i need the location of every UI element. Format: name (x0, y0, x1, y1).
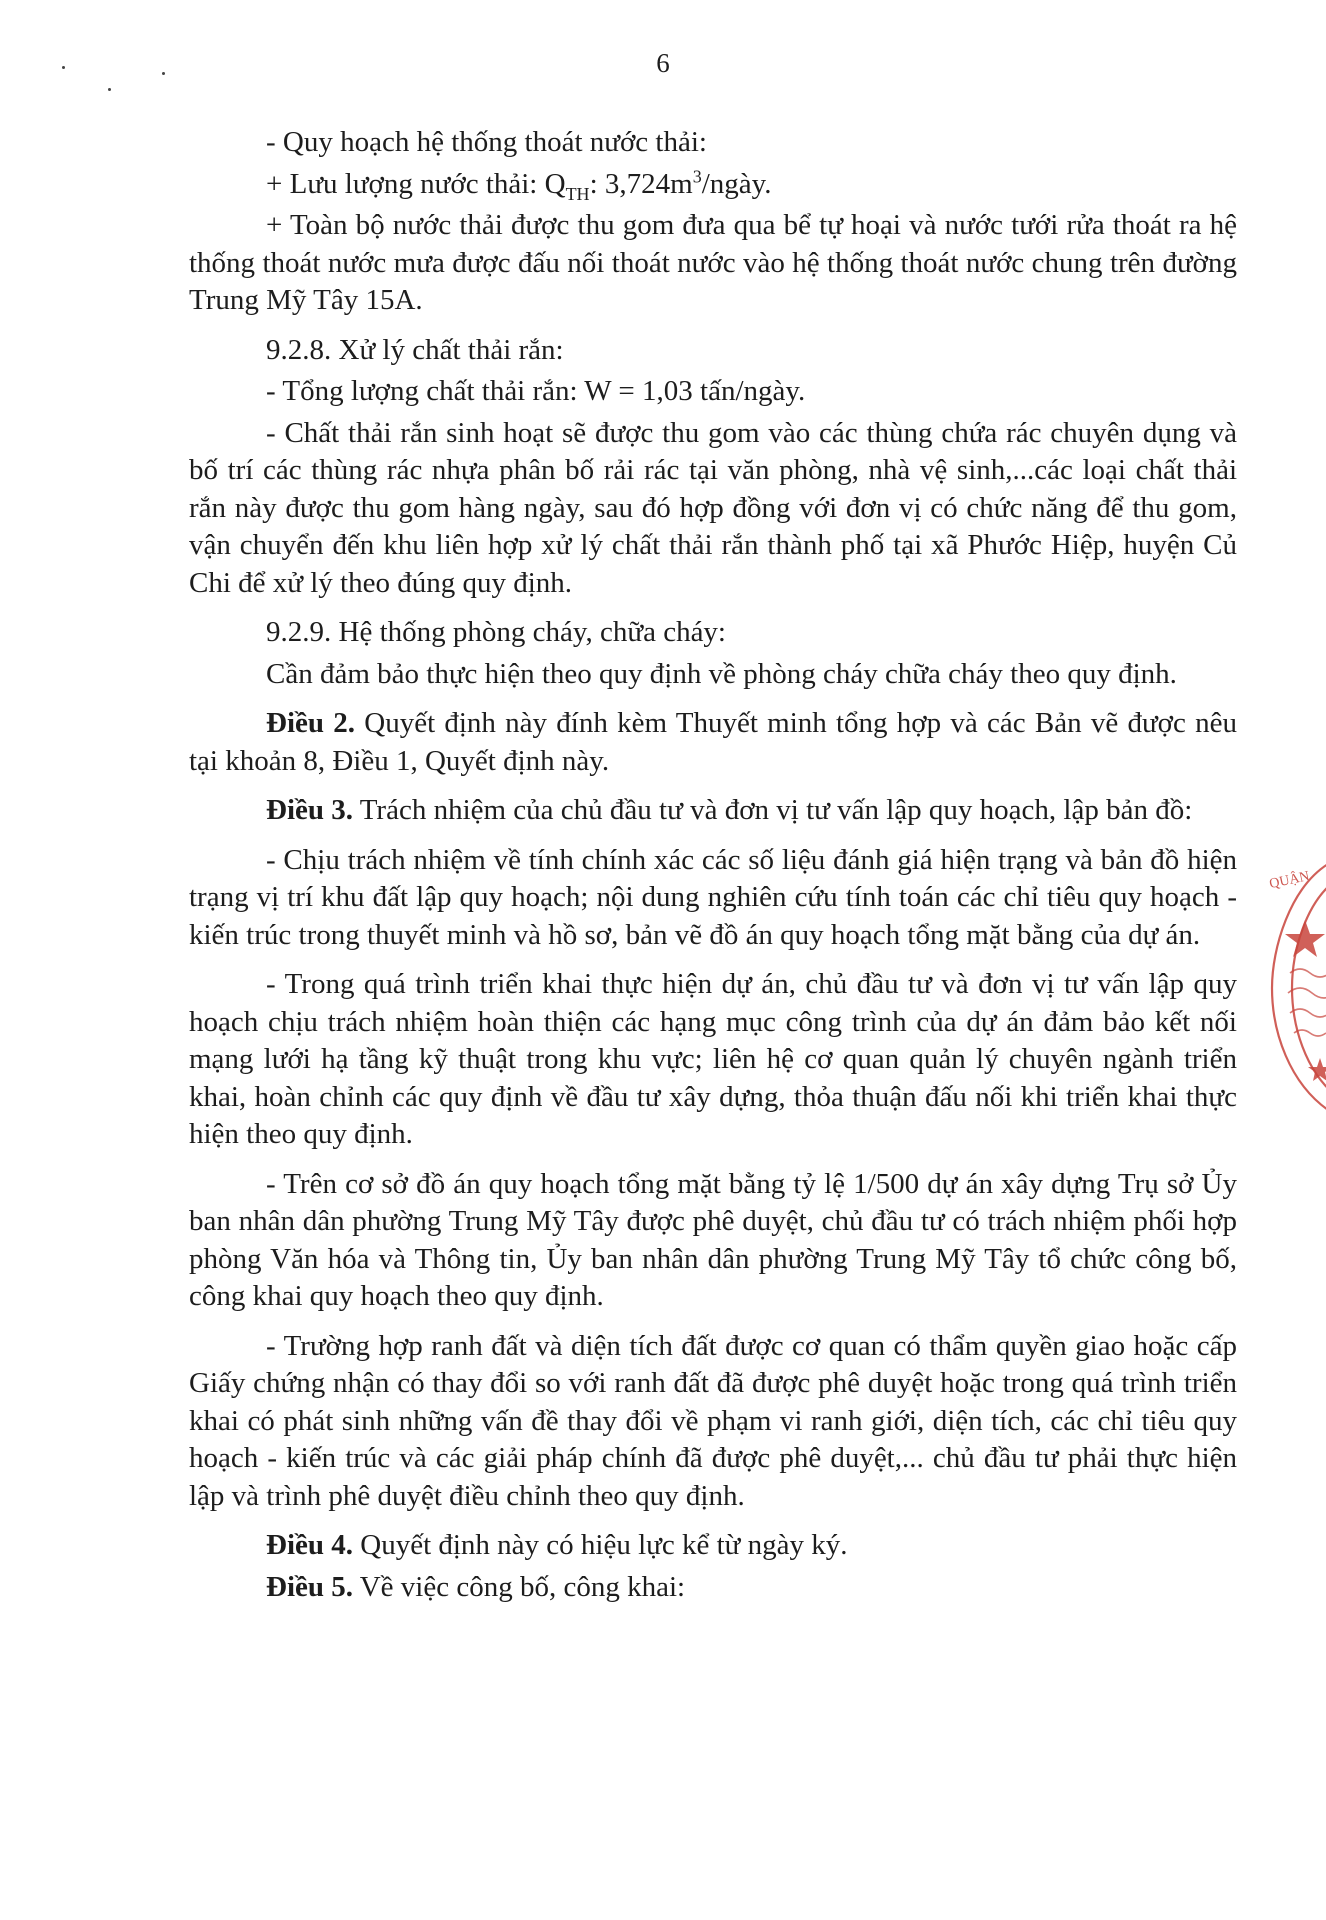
article-2-text: Quyết định này đính kèm Thuyết minh tổng hợp và các Bản vẽ được nêu tại khoản 8, Điều 1, Quyết định này. (189, 707, 1238, 777)
article-3-label: Điều 3. (266, 794, 353, 826)
flow-sup: 3 (692, 165, 702, 186)
article-3-item: - Chịu trách nhiệm về tính chính xác các số liệu đánh giá hiện trạng và bản đồ hiện trạng vị trí khu đất lập quy hoạch; nội dung nghiên cứu tính toán các chỉ tiêu quy hoạch - kiến trúc trong thuyết minh và hồ sơ, bản vẽ đồ án quy hoạch tổng mặt bằng của dự án. (189, 843, 1237, 951)
fire-heading: 9.2.9. Hệ thống phòng cháy, chữa cháy: (266, 616, 726, 648)
solid-waste-total: - Tổng lượng chất thải rắn: W = 1,03 tấn/ngày. (266, 375, 806, 407)
article-3-item: - Trường hợp ranh đất và diện tích đất được cơ quan có thẩm quyền giao hoặc cấp Giấy chứng nhận có thay đổi so với ranh đất đã được phê duyệt hoặc trong quá trình triển khai có phát sinh những vấn đề thay đổi về phạm vi ranh giới, diện tích, các chỉ tiêu quy hoạch - kiến trúc và các giải pháp chính đã được phê duyệt,... chủ đầu tư phải thực hiện lập và trình phê duyệt điều chỉnh theo quy định. (189, 1329, 1237, 1512)
article-5-text: Về việc công bố, công khai: (353, 1570, 686, 1603)
document-body (189, 124, 1237, 1618)
seal-text: QUẬN (1268, 868, 1311, 893)
flow-sub: TH (565, 183, 590, 204)
article-3-item: - Trên cơ sở đồ án quy hoạch tổng mặt bằng tỷ lệ 1/500 dự án xây dựng Trụ sở Ủy ban nhân dân phường Trung Mỹ Tây được phê duyệt, chủ đầu tư có trách nhiệm phối hợp phòng Văn hóa và Thông tin, Ủy ban nhân dân phường Trung Mỹ Tây tổ chức công bố, công khai quy hoạch theo quy định. (189, 1167, 1237, 1312)
wastewater-flow (189, 166, 1237, 204)
solid-waste-heading: 9.2.8. Xử lý chất thải rắn: (266, 333, 564, 366)
seal-star-icon (1285, 920, 1325, 957)
flow-value: : 3,724m (589, 167, 693, 200)
article-5 (189, 1569, 1237, 1607)
article-3-item: - Trong quá trình triển khai thực hiện dự án, chủ đầu tư và đơn vị tư vấn lập quy hoạch chịu trách nhiệm hoàn thiện các hạng mục công trình của dự án đảm bảo kết nối mạng lưới hạ tầng kỹ thuật trong khu vực; liên hệ cơ quan quản lý chuyên ngành triển khai, hoàn chỉnh các quy định về đầu tư xây dựng, thỏa thuận đấu nối khi triển khai thực hiện theo quy định. (189, 968, 1237, 1150)
flow-prefix: + Lưu lượng nước thải: Q (266, 167, 566, 200)
article-5-label: Điều 5. (266, 1570, 353, 1603)
article-4-text: Quyết định này có hiệu lực kể từ ngày ký. (353, 1529, 848, 1561)
wastewater-collection: + Toàn bộ nước thải được thu gom đưa qua bể tự hoại và nước tưới rửa thoát ra hệ thống thoát nước mưa được đấu nối thoát nước vào hệ thống thoát nước chung trên đường Trung Mỹ Tây 15A. (189, 209, 1237, 316)
article-4 (189, 1527, 1237, 1565)
article-2 (189, 705, 1237, 780)
flow-unit: /ngày. (701, 167, 772, 200)
article-2-label: Điều 2. (266, 707, 355, 739)
article-3-text: Trách nhiệm của chủ đầu tư và đơn vị tư vấn lập quy hoạch, lập bản đồ: (353, 794, 1193, 826)
article-4-label: Điều 4. (266, 1529, 353, 1561)
solid-waste-details: - Chất thải rắn sinh hoạt sẽ được thu gom vào các thùng chứa rác chuyên dụng và bố trí các thùng rác nhựa phân bố rải rác tại văn phòng, nhà vệ sinh,...các loại chất thải rắn này được thu gom hàng ngày, sau đó hợp đồng với đơn vị có chức năng để thu gom, vận chuyển đến khu liên hợp xử lý chất thải rắn thành phố tại xã Phước Hiệp, huyện Củ Chi để xử lý theo đúng quy định. (189, 416, 1237, 599)
drainage-heading: - Quy hoạch hệ thống thoát nước thải: (266, 126, 707, 158)
page-number: 6 (656, 48, 670, 78)
scan-speck (108, 88, 111, 91)
article-3 (189, 792, 1237, 830)
official-seal-stamp (1250, 858, 1326, 1118)
seal-star-icon (1308, 1058, 1326, 1081)
fire-text: Cần đảm bảo thực hiện theo quy định về phòng cháy chữa cháy theo quy định. (266, 657, 1177, 690)
